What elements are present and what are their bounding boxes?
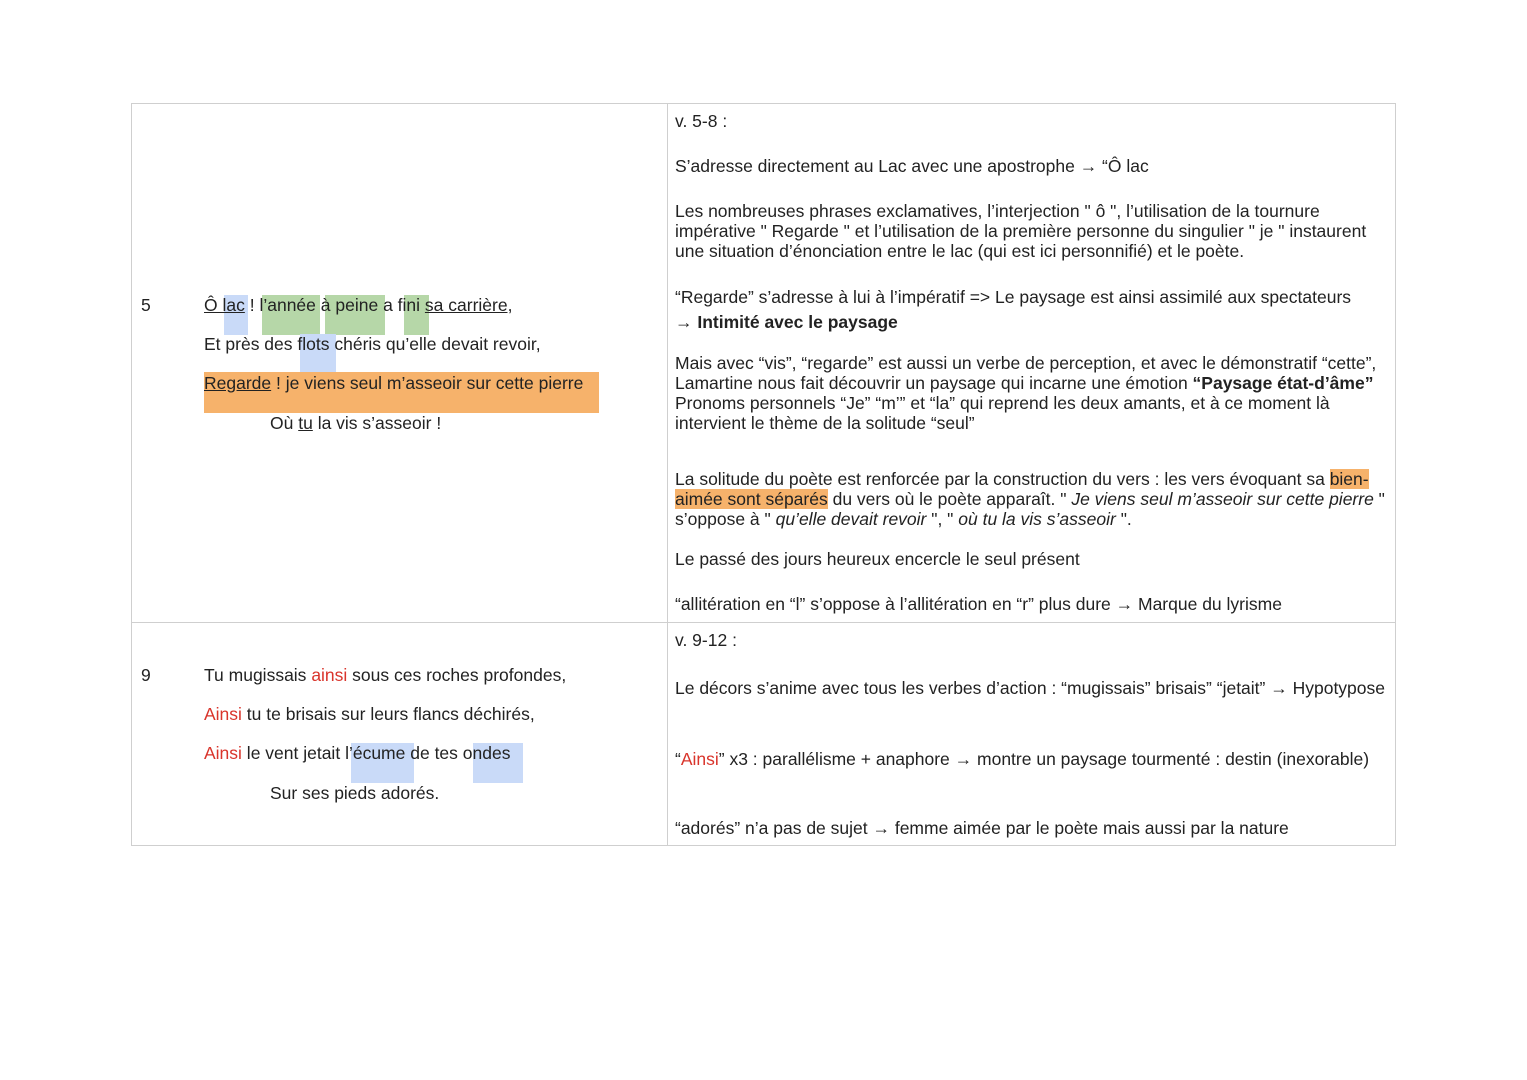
- verse-fragment: lac: [222, 295, 245, 315]
- verse-fragment: la vis s’asseoir !: [312, 413, 442, 433]
- analysis-text: Pronoms personnels “Je” “m’” et “la” qui reprend les deux amants, et à ce moment là intervient le thème de la solitude “seul”: [675, 393, 1330, 433]
- verse-fragment: Ainsi: [204, 704, 242, 724]
- verse-fragment: Tu mugissais: [204, 665, 312, 685]
- analysis-text: ", ": [926, 509, 959, 529]
- analysis-keyword: Ainsi: [680, 749, 719, 769]
- analysis-text: ” x3 : parallélisme + anaphore → montre un paysage tourmenté : destin (inexorable): [718, 749, 1370, 769]
- verse-fragment: ondes: [462, 743, 511, 763]
- analysis-bold: “Paysage état-d’âme”: [1192, 373, 1374, 393]
- row-divider: [132, 622, 1395, 623]
- verse-fragment: Où: [270, 413, 299, 433]
- analysis-bold: → Intimité avec le paysage: [675, 312, 898, 332]
- column-divider: [667, 104, 668, 845]
- analysis-paragraph: “allitération en “l” s’oppose à l’allitération en “r” plus dure → Marque du lyrisme: [675, 594, 1282, 614]
- analysis-paragraph: [675, 469, 1391, 529]
- verse-fragment: ainsi: [311, 665, 348, 685]
- verse-fragment: Ainsi: [204, 743, 242, 763]
- verse-fragment: de tes: [405, 743, 463, 763]
- verse-fragment: sous ces roches profondes,: [347, 665, 567, 685]
- analysis-text: ".: [1115, 509, 1132, 529]
- verse-fragment: l’année: [259, 295, 316, 315]
- verse-fragment: fini: [397, 295, 421, 315]
- verse-fragment: a: [378, 295, 398, 315]
- analysis-paragraph: Le décors s’anime avec tous les verbes d’action : “mugissais” brisais” “jetait” → Hypotypose: [675, 678, 1386, 698]
- analysis-paragraph: [675, 287, 1391, 332]
- verse-fragment: ! je viens seul m’asseoir sur cette pierre: [271, 373, 584, 393]
- analysis-heading: v. 5-8 :: [675, 111, 728, 131]
- verse-line: [204, 295, 512, 316]
- verse-number: 9: [141, 665, 151, 685]
- verse-line: [270, 413, 441, 434]
- analysis-line: “Regarde” s’adresse à lui à l’impératif => Le paysage est ainsi assimilé aux spectateurs: [675, 287, 1352, 307]
- analysis-text: “: [675, 749, 681, 769]
- analysis-highlight: bien-aimée sont séparés: [675, 469, 1369, 509]
- analysis-paragraph: Le passé des jours heureux encercle le seul présent: [675, 549, 1080, 569]
- analysis-text: Mais avec “vis”, “regarde” est aussi un verbe de perception, et avec le démonstratif “cette”, Lamartine nous fait découvrir un paysage qui incarne une émotion: [675, 353, 1377, 393]
- verse-line: [204, 743, 510, 764]
- analysis-text: " s’oppose à ": [675, 489, 1385, 529]
- verse-fragment: chéris qu’elle devait revoir,: [329, 334, 541, 354]
- analysis-text: La solitude du poète est renforcée par la construction du vers : les vers évoquant sa: [675, 469, 1330, 489]
- verse-number: 5: [141, 295, 151, 315]
- verse-fragment: sa carrière,: [424, 295, 513, 315]
- verse-line: [204, 373, 583, 394]
- verse-fragment: Ô: [204, 295, 223, 315]
- verse-fragment: flots: [297, 334, 330, 354]
- verse-line: Sur ses pieds adorés.: [270, 783, 440, 803]
- verse-fragment: Et près des: [204, 334, 298, 354]
- verse-line: [204, 704, 535, 725]
- analysis-text: du vers où le poète apparaît. ": [827, 489, 1072, 509]
- verse-fragment: à peine: [320, 295, 379, 315]
- verse-fragment: !: [244, 295, 260, 315]
- analysis-paragraph: Les nombreuses phrases exclamatives, l’interjection " ô ", l’utilisation de la tournure impérative " Regarde " et l’utilisation de la première personne du singulier " je " instaurent une situation d’énonciation entre le lac (qui est ici personnifié) et le poète.: [675, 201, 1367, 261]
- verse-fragment: Regarde: [204, 373, 272, 393]
- analysis-table: [131, 103, 1396, 846]
- analysis-paragraph: “adorés” n’a pas de sujet → femme aimée par le poète mais aussi par la nature: [675, 818, 1289, 838]
- analysis-heading: v. 9-12 :: [675, 630, 737, 650]
- verse-line: [204, 334, 541, 355]
- verse-fragment: l’écume: [345, 743, 406, 763]
- analysis-quote: où tu la vis s’asseoir: [958, 509, 1116, 529]
- verse-fragment: le vent jetait: [241, 743, 346, 763]
- analysis-paragraph: [675, 353, 1391, 433]
- verse-fragment: tu: [298, 413, 313, 433]
- analysis-quote: Je viens seul m’asseoir sur cette pierre: [1071, 489, 1374, 509]
- analysis-quote: qu’elle devait revoir: [775, 509, 927, 529]
- verse-line: [204, 665, 566, 686]
- analysis-paragraph: S’adresse directement au Lac avec une apostrophe → “Ô lac: [675, 156, 1149, 176]
- verse-fragment: tu te brisais sur leurs flancs déchirés,: [241, 704, 535, 724]
- analysis-paragraph: [675, 746, 1391, 772]
